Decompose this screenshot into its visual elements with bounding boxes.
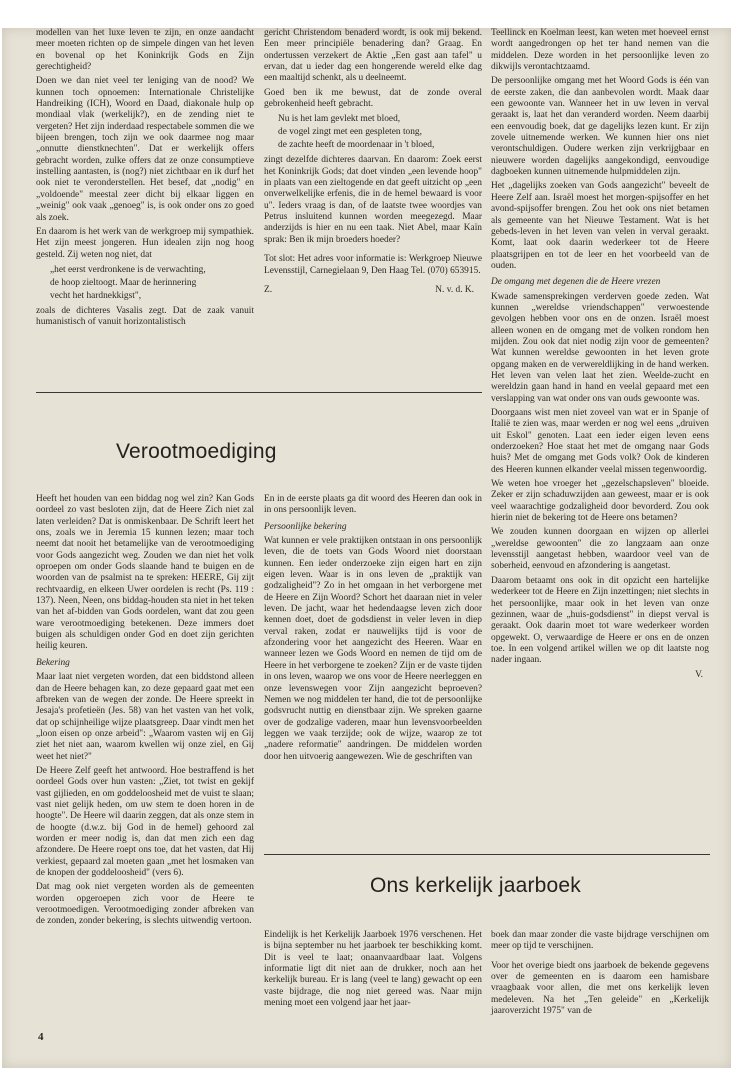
poem-line: de hoop zieltoogt. Maar de herinnering bbox=[50, 277, 197, 288]
paragraph: Maar laat niet vergeten worden, dat een biddstond alleen dan de Heere behagen kan, zo deze gepaard gaat met een afbreken van de wegen der zonde. De Heere spreekt in Jesaja's profetieën (Jes. 58) van het vasten van het volk, dat op schijnheilige wijze plaatsgreep. Daar vindt men het „loon eisen op onze arbeid": „Waarom vasten wij en Gij ziet het niet aan, waarom kwellen wij onze ziel, en Gij weet het niet?" bbox=[36, 672, 254, 762]
paragraph: zoals de dichteres Vasalis zegt. Dat de zaak vanuit humanistisch of vanuit horizontalistisch bbox=[36, 305, 254, 328]
newspaper-page bbox=[2, 28, 731, 1068]
poem-line: de vogel zingt met een gespleten tong, bbox=[278, 127, 422, 138]
paragraph: modellen van het luxe leven te zijn, en onze aandacht meer moeten richten op de simpele dingen van het leven en bovenal op het Koninkrijk Gods en Zijn gerechtigheid? bbox=[36, 28, 254, 73]
section-divider bbox=[36, 392, 482, 393]
jaarboek-column-2 bbox=[491, 930, 709, 1020]
paragraph: Dat mag ook niet vergeten worden als de gemeenten worden opgeroepen zich voor de Heere te verootmoedigen. Verootmoediging zonder afbreken van de zonden, zonder bekering, is slechts uitwendig vertoon. bbox=[36, 882, 254, 927]
paragraph: Daarom betaamt ons ook in dit opzicht een hartelijke wederkeer tot de Heere en Zijn inzettingen; niet slechts in het persoonlijke, maar ook in het leven van onze gezinnen, waar de „huis-godsdienst" in diepst verval is geraakt. Ook daarin moet tot ware wederkeer worden opgewekt. O, verwaardige de Heere er ons en de onzen toe. In een volgend artikel willen we op dit laatste nog nader ingaan. bbox=[491, 575, 709, 666]
paragraph: Wat kunnen er vele praktijken ontstaan in ons persoonlijk leven, die de toets van Gods Woord niet doorstaan kunnen. Een ieder onderzoeke zijn eigen hart en zijn eigen leven. Waar is in ons leven de „praktijk van godzaligheid"? Zo in het omgaan in het verborgene met de Heere en Zijn Woord? Schort het daaraan niet in veler leven. De jacht, waar het hedendaagse leven zich door kennen doet, doet de godsdienst in veler leven in diep verval raken, zodat er nauwelijks tijd is voor de afzondering voor het aangezicht des Heeren. Waar en wanneer lezen we Gods Woord en nemen de tijd om de Heere in het verborgene te zoeken? Zijn er de vaste tijden in ons leven, waarop we ons voor de Heere neerleggen en onze levenswegen voor Zijn aangezicht beproeven? Nemen we nog middelen ter hand, die tot de persoonlijke godsvrucht nuttig en dienstbaar zijn. We spreken gaarne over de godzalige vaderen, maar hun levensvoorbeelden leggen we vaak terzijde; ook de wijze, waarop ze tot „nadere reformatie" aandringen. De middelen worden door hen uitvoerig aangewezen. Wie de geschriften van bbox=[264, 536, 482, 762]
paragraph: En daarom is het werk van de werkgroep mij sympathiek. Het zijn meest jongeren. Hun idealen zijn nog hoog gesteld. Zij weten nog niet, dat bbox=[36, 226, 254, 260]
paragraph: De persoonlijke omgang met het Woord Gods is één van de eerste zaken, die dan aanbevolen wordt. Maak daar een gewoonte van. Wanneer het in uw leven in verval geraakt is, laat het dan veranderd worden. Neem daarbij een eenvoudig boek, dat ge dagelijks lezen kunt. Er zijn zovele uitnemende werken. We kunnen hier ons niet verontschuldigen. Oudere werken zijn verkrijgbaar en nieuwere worden dagelijks aangekondigd, eenvoudige dagboeken kunnen uitnemende hulpmiddelen zijn. bbox=[491, 76, 709, 178]
paragraph: Teellinck en Koelman leest, kan weten met hoeveel ernst wordt aangedrongen op het ter hand nemen van die middelen. Deze worden in het persoonlijke leven zo dikwijls verontachtzaamd. bbox=[491, 28, 709, 73]
poem-line: Nu is het lam gevlekt met bloed, bbox=[278, 114, 401, 125]
section-heading: Persoonlijke bekering bbox=[264, 521, 347, 532]
paragraph: Heeft het houden van een biddag nog wel zin? Kan Gods oordeel zo vast besloten zijn, dat de Heere Zich niet zal laten verleiden? Dat is onmiskenbaar. De Schrift leert het ons, zoals we in Jeremia 15 kunnen lezen; maar toch neemt dat nooit het betamelijke van de verootmoediging voor Gods aangezicht weg. Zouden we dan niet het volk oproepen om onder Gods slaande hand te buigen en de woorden van de psalmist na te spreken: HEERE, Gij zijt rechtvaardig, en elkeen Uwer oordelen is recht (Ps. 119 : 137). Neen, Neen, ons biddag-houden sta niet in het teken van het af-bidden van Gods oordelen, want dat zou geen ware verootmoediging betekenen. Deze immers doet buigen als schuldigen onder God en doet zijn gerichten heilig keuren. bbox=[36, 494, 254, 652]
section-heading: De omgang met degenen die de Heere vrezen bbox=[491, 277, 661, 288]
section-divider bbox=[264, 854, 710, 855]
poem-quote bbox=[50, 264, 254, 303]
poem-line: „het eerst verdronkene is de verwachting, bbox=[50, 264, 206, 275]
signature-initial: Z. bbox=[264, 284, 273, 295]
paragraph: boek dan maar zonder die vaste bijdrage verschijnen om meer op tijd te verschijnen. bbox=[491, 930, 709, 952]
author-signature: N. v. d. K. bbox=[435, 284, 474, 295]
paragraph: gericht Christendom benaderd wordt, is ook mij bekend. Een meer principiële benadering dan? Graag. En ondertussen verzekert de Aktie „Een gast aan tafel" u ervan, dat u ieder dag een hongerende wereld elke dag een maaltijd schenkt, als u deelneemt. bbox=[264, 28, 482, 84]
paragraph: zingt dezelfde dichteres daarvan. En daarom: Zoek eerst het Koninkrijk Gods; dat doet vinden „een levende hoop" in plaats van een zieltogende en dat geeft uitzicht op „een onverwelkelijke erfenis, die in de hemel bewaard is voor u". Ieders vraag is dan, of de laatste twee woordjes van Petrus insluitend kunnen worden meegezegd. Maar anderzijds is hier en nu een taak. Niet Abel, maar Kaïn sprak: Ben ik mijn broeders hoeder? bbox=[264, 155, 482, 245]
top-column-3 bbox=[491, 28, 709, 681]
paragraph: Doen we dan niet veel ter leniging van de nood? We kunnen toch opnoemen: Internationale Christelijke Handreiking (ICH), Woord en Daad, diakonale hulp op mondiaal vlak (werkelijk?), en de zending niet te vergeten? Het zijn inderdaad respectabele sommen die we bijeen brengen, toch zijn we ook daarmee nog maar „onnutte dienstknechten". Dat er werkelijk offers gebracht worden, zulke offers dat ze onze consumptieve instelling aantasten, is (nog?) niet zichtbaar en ik durf het ook niet te veronderstellen. Het besef, dat „nodig" en „voldoende" meestal zeer dicht bij elkaar liggen en „weinig" ook vaak „genoeg" is, is ook onder ons zo goed als zoek. bbox=[36, 76, 254, 223]
paragraph: Eindelijk is het Kerkelijk Jaarboek 1976 verschenen. Het is bijna september nu het jaarboek ter beschikking komt. Dit is veel te laat; onaanvaardbaar laat. Volgens informatie ligt dit niet aan de drukker, noch aan het kerkelijk bureau. Er is lang (veel te lang) gewacht op een vaste bijdrage, die nog niet gereed was. Naar mijn mening moet een volgend jaar het jaar- bbox=[264, 930, 482, 1009]
author-signature: V. bbox=[695, 669, 703, 680]
top-column-1 bbox=[36, 28, 254, 332]
article-title: Verootmoediging bbox=[116, 440, 277, 463]
poem-quote bbox=[278, 113, 482, 152]
paragraph: Tot slot: Het adres voor informatie is: Werkgroep Nieuwe Levensstijl, Carnegielaan 9, Den Haag Tel. (070) 653915. bbox=[264, 254, 482, 276]
section-heading: Bekering bbox=[36, 657, 70, 668]
paragraph: De Heere Zelf geeft het antwoord. Hoe bestraffend is het oordeel Gods over hun vasten: „Ziet, tot twist en gekijf vast gijlieden, en om goddeloosheid met de vuist te slaan; vast niet gelijk heden, om uw stem te doen horen in de hoogte". De Heere wil daarin zeggen, dat als onze stem in de hoogte (d.w.z. bij God in de hemel) gehoord zal worden er meer nodig is, dan dat men zich een dag afzondere. De Heere roept ons toe, dat het vasten, dat Hij verkiest, gepaard zal moeten gaan „met het losmaken van de knopen der goddeloosheid" (vers 6). bbox=[36, 765, 254, 878]
article-title: Ons kerkelijk jaarboek bbox=[370, 874, 581, 897]
paragraph: Het „dagelijks zoeken van Gods aangezicht" beveelt de Heere Zelf aan. Israël moest het morgen-spijsoffer en het avond-spijsoffer brengen. Zou het ook ons niet betamen als gemeente van het Nieuwe Testament. Wat is het gebeds-leven in het leven van velen in verval geraakt. Komt, laat ook daarin wederkeer tot de Heere plaatsgrijpen en tot de leer en het voorbeeld van de ouden. bbox=[491, 181, 709, 271]
poem-line: de zachte heeft de moordenaar in 't bloed, bbox=[278, 140, 435, 151]
signature-line bbox=[264, 285, 482, 296]
jaarboek-column-1 bbox=[264, 930, 482, 1012]
verootmoediging-column-1 bbox=[36, 494, 254, 931]
verootmoediging-column-2 bbox=[264, 494, 482, 766]
paragraph: Kwade samensprekingen verderven goede zeden. Wat kunnen „wereldse vriendschappen" verwoestende gevolgen hebben voor ons en de onzen. Israël moest alleen wonen en de omgang met de volken rondom hen mijden. Zou ook dat niet nodig zijn voor de gemeenten? Wat kunnen wereldse gewoonten in het leven grote opgang maken en de verwereldlijking in de hand werken. Het leven van velen laat het zien. Weelde-zucht en wereldzin gaan hand in hand en veelal gepaard met een verslapping van wat onder ons van ouds gewoonte was. bbox=[491, 291, 709, 404]
top-column-2 bbox=[264, 28, 482, 296]
paragraph: We zouden kunnen doorgaan en wijzen op allerlei „wereldse gewoonten" die zo langzaam aan onze levensstijl aangetast hebben, waardoor veel van de soberheid, eenvoud en afzondering is aangetast. bbox=[491, 527, 709, 572]
page-number: 4 bbox=[38, 1031, 44, 1043]
paragraph: Goed ben ik me bewust, dat de zonde overal gebrokenheid heeft gebracht. bbox=[264, 87, 482, 110]
paragraph: Doorgaans wist men niet zoveel van wat er in Spanje of Italië te zien was, maar werden er nog wel eens „druiven uit Eskol" genoten. Laat een ieder eigen leven eens onderzoeken? Hoe staat het met de omgang naar Gods huis? Met de omgang met Gods volk? Ook de kinderen des Heeren kunnen elkander veelal missen tegenwoordig. bbox=[491, 408, 709, 475]
paragraph: We weten hoe vroeger het „gezelschapsleven" bloeide. Zeker er zijn schaduwzijden aan geweest, maar er is ook veel waarachtige godzaligheid door bevorderd. Zou ook hierin niet de bekering tot de Heere ons betamen? bbox=[491, 479, 709, 524]
paragraph: Voor het overige biedt ons jaarboek de bekende gegevens over de gemeenten en is daarom een hamisbare vraagbaak voor allen, die met ons kerkelijk leven medeleven. Na het „Ten geleide" en „Kerkelijk jaaroverzicht 1975" van de bbox=[491, 960, 709, 1017]
paragraph: En in de eerste plaats ga dit woord des Heeren dan ook in in ons persoonlijk leven. bbox=[264, 494, 482, 516]
poem-line: vecht het hardnekkigst", bbox=[50, 290, 142, 301]
